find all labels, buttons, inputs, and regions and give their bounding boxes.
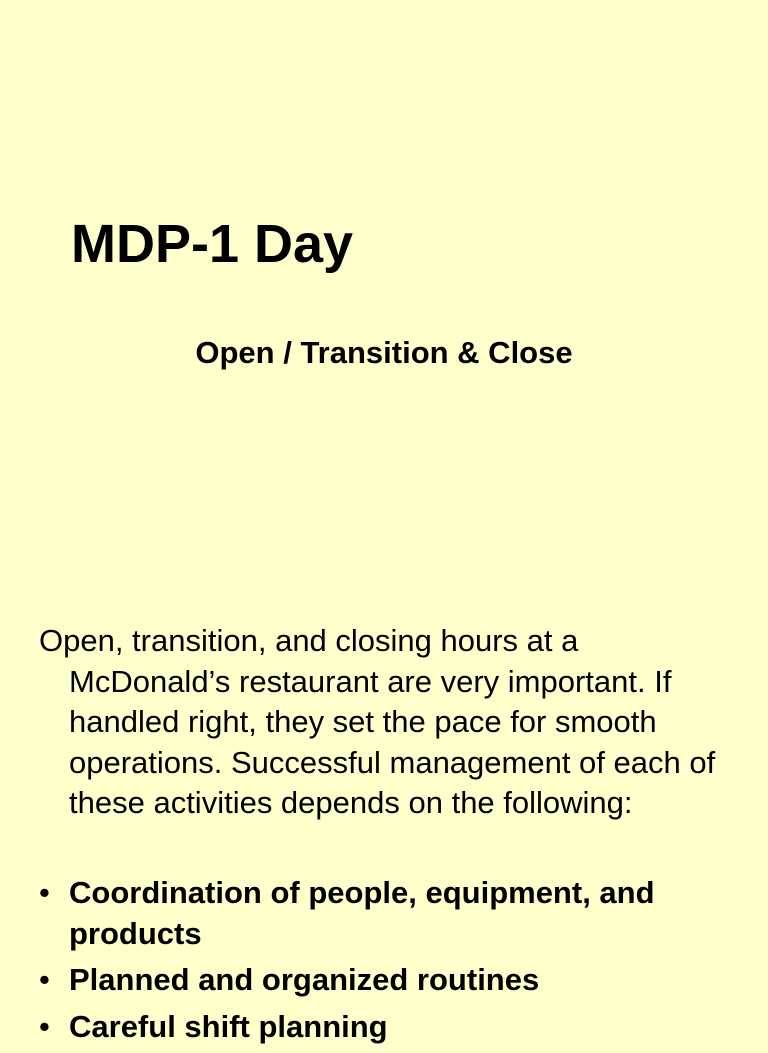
slide-subtitle: Open / Transition & Close: [195, 335, 573, 370]
bullet-text: Planned and organized routines: [69, 962, 540, 997]
bullet-icon: •: [39, 962, 50, 997]
body-paragraph: Open, transition, and closing hours at a McDonald’s restaurant are very important. If handled right, they set the pace for smooth operations. Successful management of each of these activities depends on the following:: [39, 623, 716, 820]
bullet-icon: •: [39, 875, 50, 910]
bullet-icon: •: [39, 1008, 50, 1044]
slide-title: MDP-1 Day: [71, 214, 354, 274]
bullet-list: [39, 873, 729, 1053]
bullet-text: Coordination of people, equipment, and products: [69, 875, 655, 951]
bullet-text: Careful shift planning: [69, 1008, 388, 1044]
bullet-item: [39, 1007, 729, 1048]
bullet-item: [39, 960, 729, 1001]
bullet-item: [39, 873, 729, 954]
